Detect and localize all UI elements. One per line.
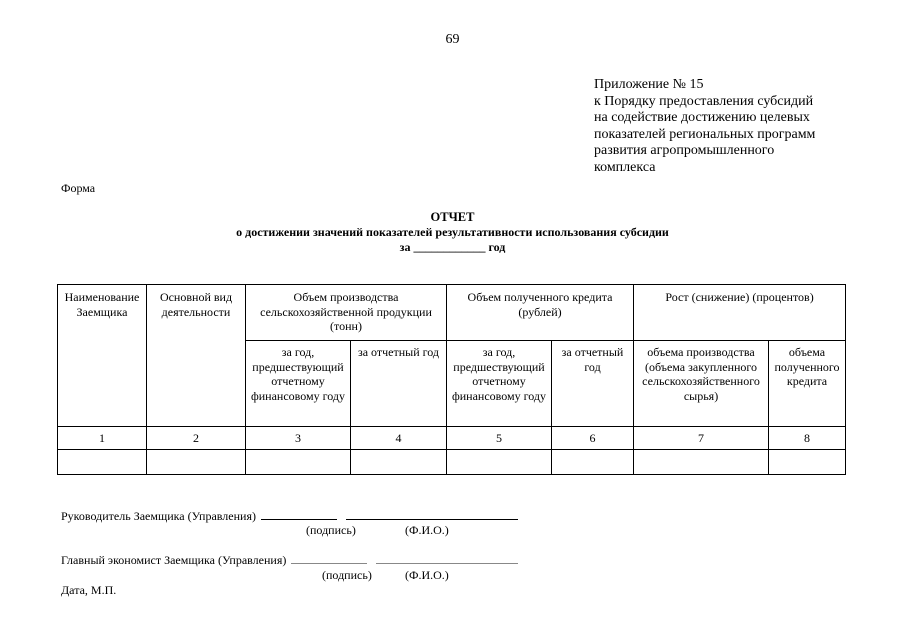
name-blank: [346, 518, 518, 520]
column-number-row: [58, 427, 846, 450]
column-number: 3: [246, 427, 351, 450]
appendix-note: [594, 77, 894, 176]
economist-signature-line: [61, 553, 518, 568]
head-signature-label: Руководитель Заемщика (Управления): [61, 509, 256, 523]
report-title: [0, 210, 905, 255]
table-cell: [447, 450, 552, 475]
page-number: 69: [445, 32, 460, 47]
table-cell: [58, 450, 147, 475]
header-borrower-name: Наименование Заемщика: [58, 285, 147, 427]
appendix-line: Приложение № 15: [594, 77, 704, 92]
table-cell: [634, 450, 769, 475]
empty-data-row: [58, 450, 846, 475]
table-cell: [246, 450, 351, 475]
column-number: 6: [552, 427, 634, 450]
column-number: 4: [351, 427, 447, 450]
year-line: за ____________ год: [399, 240, 506, 254]
column-number: 5: [447, 427, 552, 450]
economist-signature-label: Главный экономист Заемщика (Управления): [61, 553, 287, 567]
signature-blank: [291, 562, 367, 564]
appendix-line: на содействие достижению целевых: [594, 110, 810, 125]
report-table: [57, 284, 846, 475]
economist-name-hint: (Ф.И.О.): [405, 568, 449, 582]
header-credit-volume: Объем полученного кредита (рублей): [447, 285, 634, 341]
head-name-hint: (Ф.И.О.): [405, 523, 449, 537]
signature-blank: [261, 518, 337, 520]
appendix-line: показателей региональных программ: [594, 126, 816, 142]
form-label: Форма: [61, 181, 96, 195]
subheader-report-year-production: за отчетный год: [351, 341, 447, 427]
economist-signature-hint: (подпись): [322, 568, 372, 582]
head-signature-line: [61, 509, 518, 524]
table-cell: [552, 450, 634, 475]
header-production-volume: Объем производства сельскохозяйственной продукции (тонн): [246, 285, 447, 341]
column-number: 8: [769, 427, 846, 450]
subheader-growth-credit: объема полученного кредита: [769, 341, 846, 427]
table-header-row: [58, 285, 846, 341]
subtitle-line: о достижении значений показателей результативности использования субсидии: [236, 225, 669, 239]
name-blank: [376, 562, 518, 564]
appendix-line: развития агропромышленного: [594, 143, 775, 158]
column-number: 2: [147, 427, 246, 450]
appendix-line: к Порядку предоставления субсидий: [594, 93, 814, 109]
header-activity: Основной вид деятельности: [147, 285, 246, 427]
subheader-prev-year-credit: за год, предшествующий отчетному финансовому году: [447, 341, 552, 427]
subheader-prev-year-production: за год, предшествующий отчетному финансовому году: [246, 341, 351, 427]
table-cell: [147, 450, 246, 475]
head-signature-hint: (подпись): [306, 523, 356, 537]
title-line: ОТЧЕТ: [430, 210, 475, 224]
header-growth: Рост (снижение) (процентов): [634, 285, 846, 341]
column-number: 7: [634, 427, 769, 450]
column-number: 1: [58, 427, 147, 450]
appendix-line: комплекса: [594, 159, 656, 175]
subheader-growth-production: объема производства (объема закупленного сельскохозяйственного сырья): [634, 341, 769, 427]
date-stamp-label: Дата, М.П.: [61, 583, 117, 597]
table-cell: [769, 450, 846, 475]
table-cell: [351, 450, 447, 475]
subheader-report-year-credit: за отчетный год: [552, 341, 634, 427]
